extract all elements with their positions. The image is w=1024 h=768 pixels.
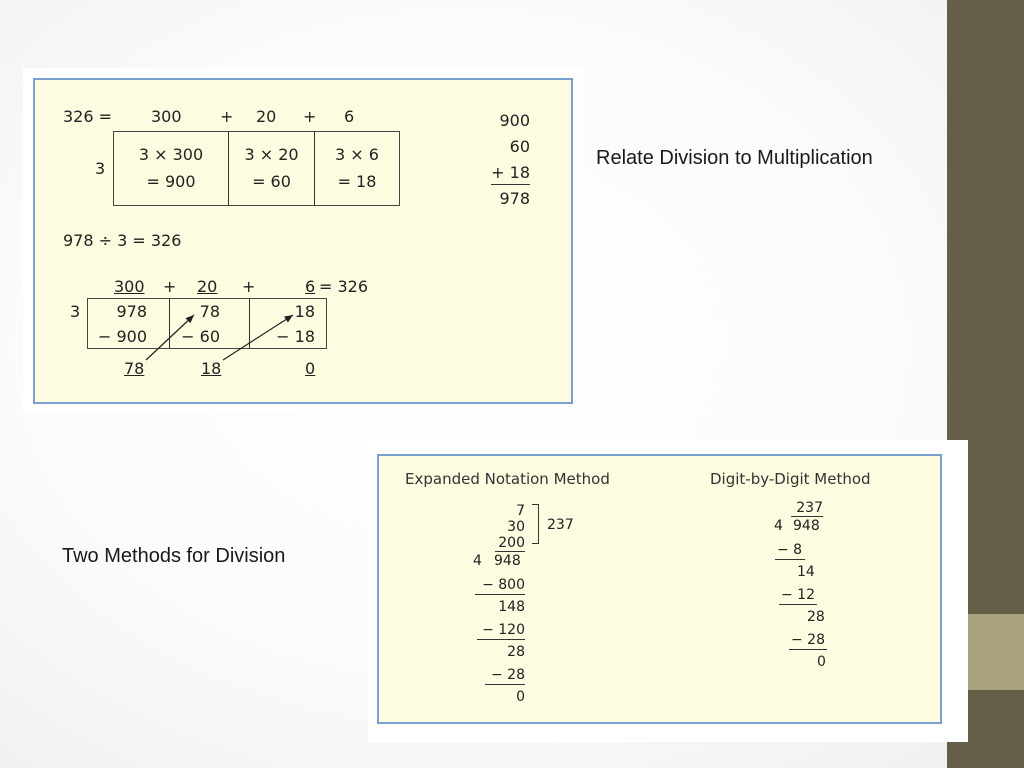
caption-two-methods: Two Methods for Division: [62, 545, 286, 567]
quotient-300: 300: [114, 277, 145, 296]
arrow-icon: [223, 315, 293, 360]
value-78: 78: [199, 302, 220, 321]
quotient-bracket: [538, 504, 539, 544]
remainder-0: 0: [305, 359, 316, 378]
header-expanded-notation: Expanded Notation Method: [405, 470, 610, 488]
value-18: 18: [294, 302, 315, 321]
step-rule: [789, 649, 827, 650]
divisor-3: 3: [95, 159, 106, 178]
divisor-4: 4: [774, 518, 783, 534]
minus-18: − 18: [276, 327, 315, 346]
part-6: 6: [344, 107, 355, 126]
step-0: 0: [516, 689, 525, 705]
step-0: 0: [817, 654, 826, 670]
header-digit-by-digit: Digit-by-Digit Method: [710, 470, 871, 488]
value-978: 978: [116, 302, 147, 321]
quotient-237: 237: [547, 517, 574, 533]
plus-sign: +: [220, 107, 234, 126]
step-minus-28: − 28: [491, 667, 525, 683]
cell1-top: 3 × 300: [138, 145, 204, 164]
step-14: 14: [797, 564, 815, 580]
carry-arrows: [35, 80, 575, 406]
step-rule: [475, 594, 525, 595]
cell2-top: 3 × 20: [244, 145, 299, 164]
plus-sign: +: [163, 277, 177, 296]
vinculum: [791, 516, 823, 517]
sum-60: 60: [509, 137, 530, 156]
sum-978: 978: [499, 189, 530, 208]
step-28: 28: [807, 609, 825, 625]
step-minus-12: − 12: [781, 587, 815, 603]
quotient-237: 237: [796, 500, 823, 516]
cell2-bottom: = 60: [252, 172, 291, 191]
quotient-result: = 326: [319, 277, 369, 296]
plus-sign: +: [242, 277, 256, 296]
quotient-20: 20: [197, 277, 218, 296]
vinculum: [495, 551, 525, 552]
partial-quotient-30: 30: [507, 519, 525, 535]
partial-quotient-7: 7: [516, 503, 525, 519]
quotient-bracket: [532, 543, 539, 544]
dividend-948: 948: [793, 518, 820, 534]
cell1-bottom: = 900: [146, 172, 196, 191]
step-rule: [485, 684, 525, 685]
step-minus-28: − 28: [791, 632, 825, 648]
step-minus-120: − 120: [482, 622, 525, 638]
eq-326: 326 =: [63, 107, 113, 126]
minus-900: − 900: [97, 327, 147, 346]
quotient-bracket: [532, 504, 539, 505]
plus-sign: +: [303, 107, 317, 126]
remainder-18: 18: [201, 359, 222, 378]
cell3-top: 3 × 6: [335, 145, 379, 164]
cell3-bottom: = 18: [337, 172, 377, 191]
divisor-4: 4: [473, 553, 482, 569]
sum-900: 900: [499, 111, 530, 130]
divisor-3: 3: [70, 302, 81, 321]
step-rule: [779, 604, 817, 605]
partial-quotient-200: 200: [498, 535, 525, 551]
panel2-division-methods: [377, 454, 942, 724]
minus-60: − 60: [181, 327, 220, 346]
step-rule: [775, 559, 805, 560]
remainder-78: 78: [124, 359, 145, 378]
arrow-icon: [146, 315, 194, 360]
part-20: 20: [256, 107, 277, 126]
panel1-multiplication-figure: [33, 78, 573, 404]
dividend-948: 948: [494, 553, 521, 569]
step-148: 148: [498, 599, 525, 615]
sidebar-accent: [968, 614, 1024, 690]
step-minus-8: − 8: [777, 542, 803, 558]
step-minus-800: − 800: [482, 577, 525, 593]
sum-18: + 18: [491, 163, 530, 182]
quotient-6: 6: [305, 277, 316, 296]
step-rule: [477, 639, 525, 640]
division-equation: 978 ÷ 3 = 326: [63, 231, 182, 250]
caption-relate-division: Relate Division to Multiplication: [596, 147, 873, 169]
part-300: 300: [151, 107, 182, 126]
step-28: 28: [507, 644, 525, 660]
